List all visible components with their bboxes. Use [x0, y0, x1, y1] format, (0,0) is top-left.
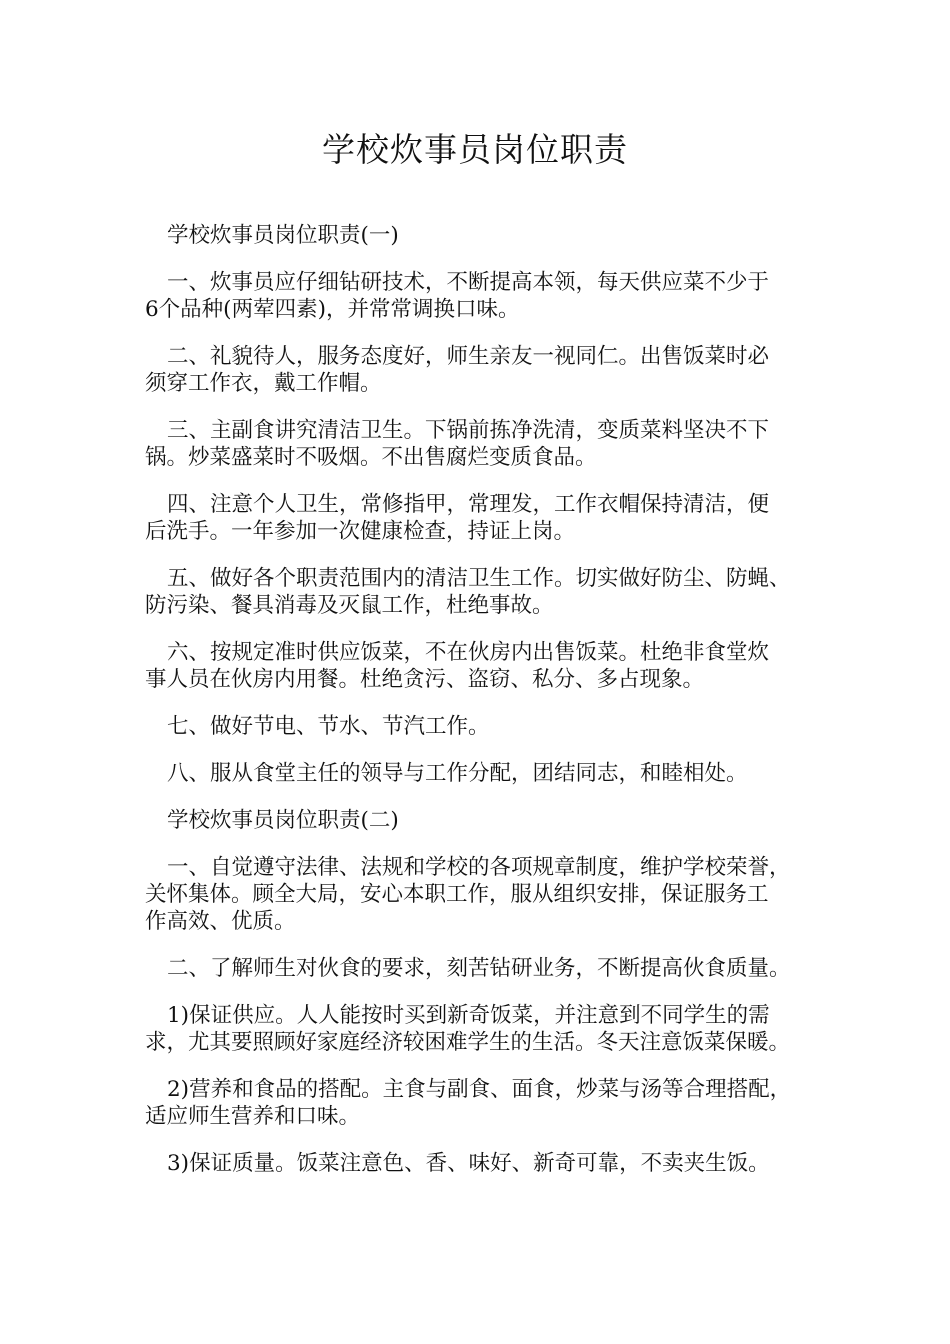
paragraph-line: 1)保证供应。人人能按时买到新奇饭菜，并注意到不同学生的需 [167, 1003, 770, 1028]
paragraph-line: 四、注意个人卫生，常修指甲，常理发，工作衣帽保持清洁，便 [167, 492, 770, 517]
paragraph-line: 2)营养和食品的搭配。主食与副食、面食，炒菜与汤等合理搭配， [167, 1077, 792, 1102]
paragraph-1-3 [145, 417, 835, 471]
paragraph-1-5 [145, 565, 835, 619]
paragraph-2-1 [145, 854, 835, 935]
paragraph-2-2 [145, 955, 835, 982]
paragraph-line: 三、主副食讲究清洁卫生。下锅前拣净洗清，变质菜料坚决不下 [167, 418, 770, 443]
paragraph-line: 关怀集体。顾全大局，安心本职工作，服从组织安排，保证服务工 [145, 882, 769, 907]
paragraph-1-1 [145, 269, 835, 323]
paragraph-1-2 [145, 343, 835, 397]
document-body [145, 222, 835, 1197]
paragraph-line: 一、自觉遵守法律、法规和学校的各项规章制度，维护学校荣誉， [167, 855, 791, 880]
paragraph-line: 二、礼貌待人，服务态度好，师生亲友一视同仁。出售饭菜时必 [167, 344, 770, 369]
paragraph-line: 锅。炒菜盛菜时不吸烟。不出售腐烂变质食品。 [145, 445, 597, 470]
paragraph-line: 6个品种(两荤四素)，并常常调换口味。 [145, 297, 520, 322]
paragraph-line: 二、了解师生对伙食的要求，刻苦钻研业务，不断提高伙食质量。 [167, 956, 791, 981]
paragraph-line: 作高效、优质。 [145, 909, 296, 934]
paragraph-line: 七、做好节电、节水、节汽工作。 [167, 714, 490, 739]
paragraph-line: 八、服从食堂主任的领导与工作分配，团结同志，和睦相处。 [167, 761, 748, 786]
paragraph-1-6 [145, 639, 835, 693]
paragraph-1-4 [145, 491, 835, 545]
paragraph-2-4 [145, 1076, 835, 1130]
paragraph-2-3 [145, 1002, 835, 1056]
paragraph-1-8 [145, 760, 835, 787]
paragraph-line: 一、炊事员应仔细钻研技术，不断提高本领，每天供应菜不少于 [167, 270, 770, 295]
paragraph-line: 适应师生营养和口味。 [145, 1104, 361, 1129]
paragraph-line: 事人员在伙房内用餐。杜绝贪污、盗窃、私分、多占现象。 [145, 667, 705, 692]
paragraph-line: 3)保证质量。饭菜注意色、香、味好、新奇可靠，不卖夹生饭。 [167, 1151, 770, 1176]
paragraph-line: 防污染、餐具消毒及灭鼠工作，杜绝事故。 [145, 593, 554, 618]
paragraph-line: 求，尤其要照顾好家庭经济较困难学生的生活。冬天注意饭菜保暖。 [145, 1030, 791, 1055]
section-heading-2: 学校炊事员岗位职责(二) [167, 808, 399, 833]
paragraph-line: 须穿工作衣，戴工作帽。 [145, 371, 382, 396]
paragraph-1-7 [145, 713, 835, 740]
section-heading-1: 学校炊事员岗位职责(一) [167, 223, 399, 248]
page-title: 学校炊事员岗位职责 [322, 130, 628, 169]
paragraph-2-5 [145, 1150, 835, 1177]
paragraph-line: 五、做好各个职责范围内的清洁卫生工作。切实做好防尘、防蝇、 [167, 566, 791, 591]
paragraph-line: 后洗手。一年参加一次健康检查，持证上岗。 [145, 519, 576, 544]
paragraph-line: 六、按规定准时供应饭菜，不在伙房内出售饭菜。杜绝非食堂炊 [167, 640, 770, 665]
